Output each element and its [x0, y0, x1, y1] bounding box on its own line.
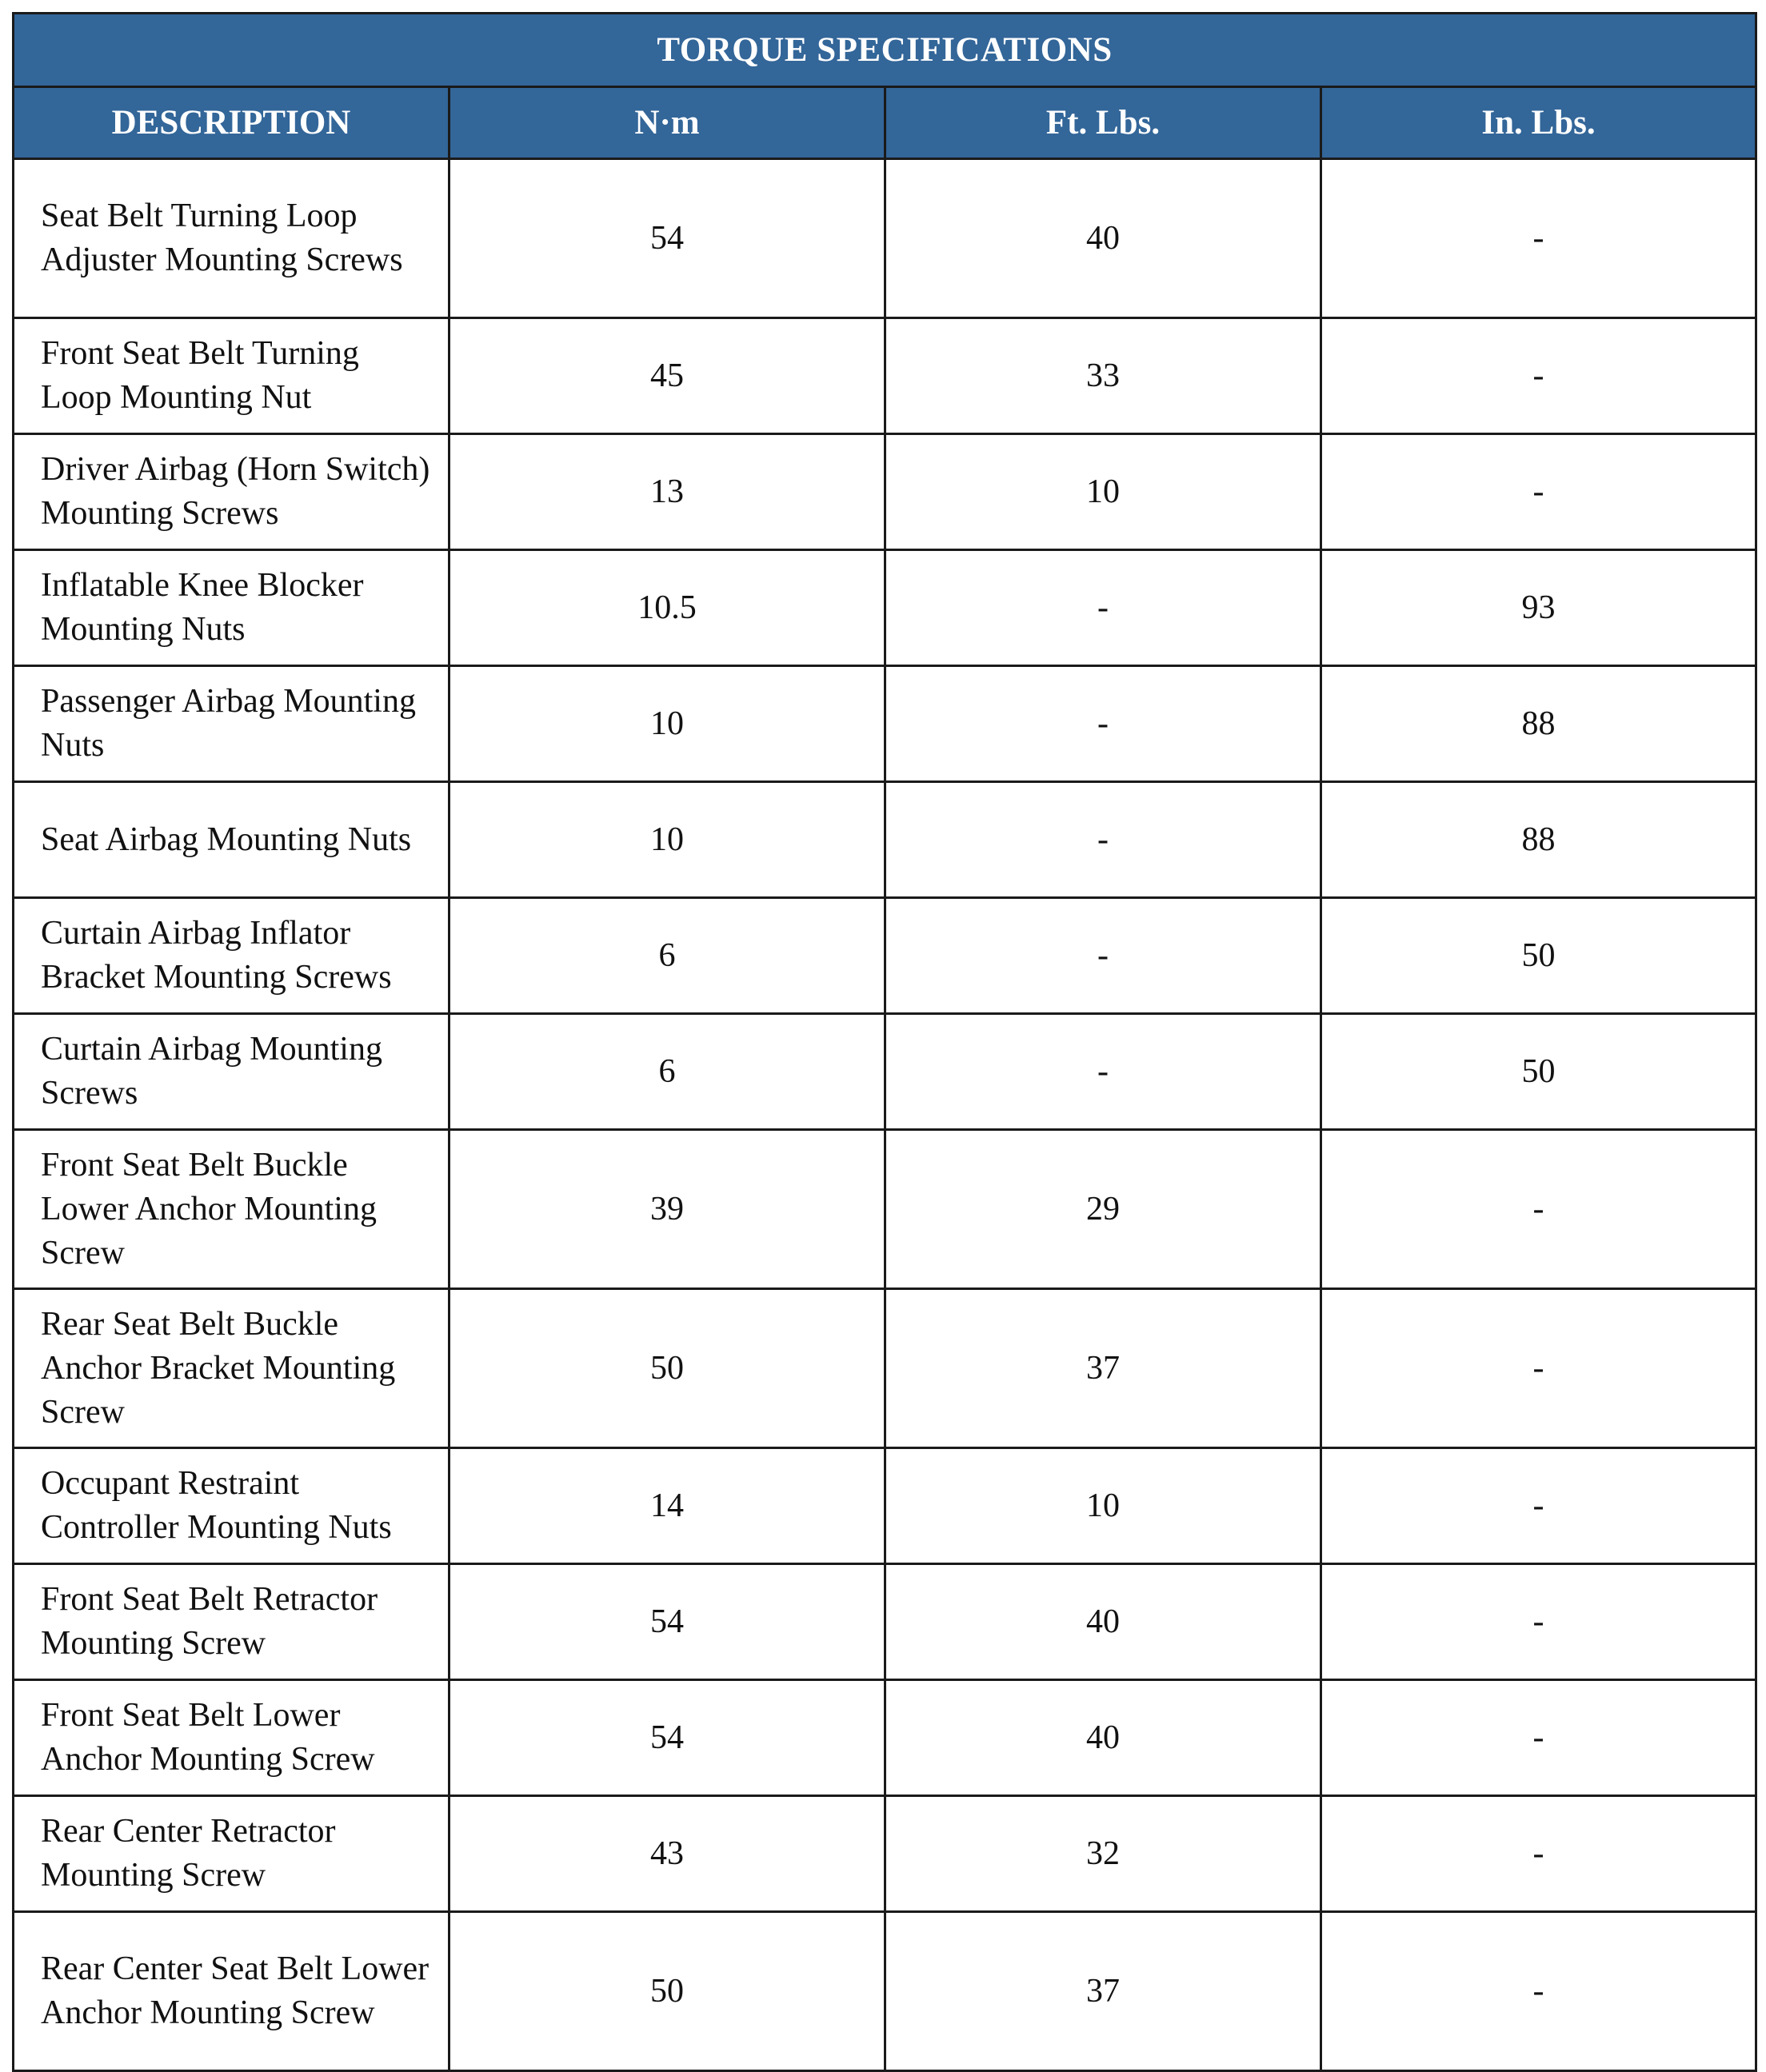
table-row	[14, 666, 1756, 782]
row-description: Occupant Restraint Controller Mounting Nuts	[14, 1448, 449, 1564]
table-row	[14, 782, 1756, 898]
row-in-lbs: -	[1321, 1796, 1756, 1912]
row-nm: 13	[449, 434, 885, 550]
row-ft-lbs: 40	[885, 1564, 1321, 1680]
row-description: Front Seat Belt Buckle Lower Anchor Mounting Screw	[14, 1130, 449, 1289]
row-nm: 54	[449, 1680, 885, 1796]
table-row	[14, 1680, 1756, 1796]
table-title-row	[14, 14, 1756, 87]
row-ft-lbs: 33	[885, 318, 1321, 434]
row-in-lbs: 50	[1321, 1014, 1756, 1130]
row-description: Rear Center Seat Belt Lower Anchor Mounting Screw	[14, 1912, 449, 2071]
row-description: Passenger Airbag Mounting Nuts	[14, 666, 449, 782]
row-ft-lbs: 37	[885, 1912, 1321, 2071]
table-row	[14, 1796, 1756, 1912]
row-nm: 6	[449, 898, 885, 1014]
row-description: Front Seat Belt Turning Loop Mounting Nut	[14, 318, 449, 434]
row-ft-lbs: 10	[885, 434, 1321, 550]
row-nm: 10.5	[449, 550, 885, 666]
row-nm: 10	[449, 782, 885, 898]
table-row	[14, 1130, 1756, 1289]
row-description: Seat Belt Turning Loop Adjuster Mounting Screws	[14, 159, 449, 318]
row-ft-lbs: -	[885, 898, 1321, 1014]
row-nm: 50	[449, 1912, 885, 2071]
row-in-lbs: -	[1321, 1680, 1756, 1796]
row-in-lbs: 50	[1321, 898, 1756, 1014]
row-description: Curtain Airbag Inflator Bracket Mounting Screws	[14, 898, 449, 1014]
row-nm: 50	[449, 1289, 885, 1448]
row-in-lbs: -	[1321, 159, 1756, 318]
row-description: Front Seat Belt Lower Anchor Mounting Screw	[14, 1680, 449, 1796]
row-in-lbs: -	[1321, 1564, 1756, 1680]
column-header-row	[14, 87, 1756, 159]
row-ft-lbs: 29	[885, 1130, 1321, 1289]
row-ft-lbs: 40	[885, 1680, 1321, 1796]
row-nm: 45	[449, 318, 885, 434]
table-title: TORQUE SPECIFICATIONS	[14, 14, 1756, 87]
row-description: Driver Airbag (Horn Switch) Mounting Screws	[14, 434, 449, 550]
row-in-lbs: 88	[1321, 782, 1756, 898]
table-row	[14, 1014, 1756, 1130]
row-description: Seat Airbag Mounting Nuts	[14, 782, 449, 898]
table-row	[14, 159, 1756, 318]
row-ft-lbs: -	[885, 782, 1321, 898]
row-ft-lbs: 32	[885, 1796, 1321, 1912]
row-nm: 54	[449, 1564, 885, 1680]
row-in-lbs: -	[1321, 1912, 1756, 2071]
table-row	[14, 898, 1756, 1014]
row-ft-lbs: -	[885, 550, 1321, 666]
row-in-lbs: -	[1321, 318, 1756, 434]
torque-specifications-table	[12, 12, 1757, 2072]
row-description: Front Seat Belt Retractor Mounting Screw	[14, 1564, 449, 1680]
table-row	[14, 1448, 1756, 1564]
row-nm: 6	[449, 1014, 885, 1130]
table-row	[14, 434, 1756, 550]
row-description: Rear Center Retractor Mounting Screw	[14, 1796, 449, 1912]
table-row	[14, 1564, 1756, 1680]
row-in-lbs: -	[1321, 1289, 1756, 1448]
column-header-nm: N·m	[449, 87, 885, 159]
row-nm: 54	[449, 159, 885, 318]
table-row	[14, 1289, 1756, 1448]
row-nm: 39	[449, 1130, 885, 1289]
row-ft-lbs: 40	[885, 159, 1321, 318]
row-in-lbs: -	[1321, 1130, 1756, 1289]
table-row	[14, 1912, 1756, 2071]
row-nm: 10	[449, 666, 885, 782]
row-ft-lbs: -	[885, 1014, 1321, 1130]
row-in-lbs: 88	[1321, 666, 1756, 782]
row-in-lbs: -	[1321, 1448, 1756, 1564]
column-header-ft-lbs: Ft. Lbs.	[885, 87, 1321, 159]
row-in-lbs: -	[1321, 434, 1756, 550]
row-description: Curtain Airbag Mounting Screws	[14, 1014, 449, 1130]
row-description: Inflatable Knee Blocker Mounting Nuts	[14, 550, 449, 666]
row-nm: 43	[449, 1796, 885, 1912]
row-ft-lbs: 10	[885, 1448, 1321, 1564]
row-ft-lbs: -	[885, 666, 1321, 782]
table-row	[14, 550, 1756, 666]
row-description: Rear Seat Belt Buckle Anchor Bracket Mounting Screw	[14, 1289, 449, 1448]
column-header-description: DESCRIPTION	[14, 87, 449, 159]
row-ft-lbs: 37	[885, 1289, 1321, 1448]
table-row	[14, 318, 1756, 434]
column-header-in-lbs: In. Lbs.	[1321, 87, 1756, 159]
row-in-lbs: 93	[1321, 550, 1756, 666]
row-nm: 14	[449, 1448, 885, 1564]
